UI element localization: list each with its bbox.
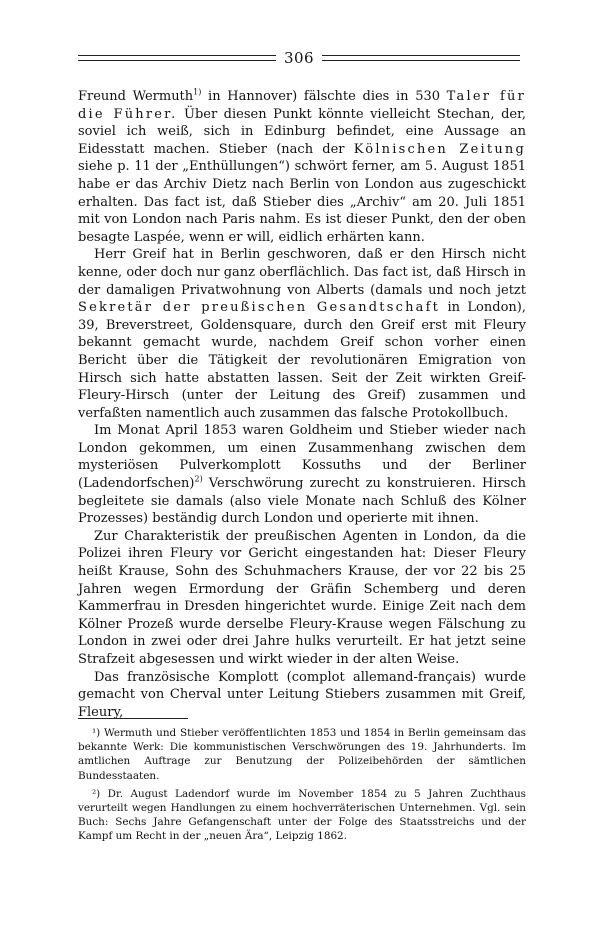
paragraph bbox=[78, 246, 526, 422]
footnote-marker: 1) bbox=[193, 87, 202, 97]
text-segment: Zur Charakteristik der preußischen Agenten in London, da die Polizei ihren Fleury vor Gericht eingestanden hat: Dieser Fleury heißt Krause, Sohn des Schuhmachers Krause, der vor 22 bis 25 Jahren wegen Ermordung der Gräfin Schemberg und deren Kammerfrau in Dresden hingerichtet wurde. Einige Zeit nach dem Kölner Prozeß wurde derselbe Fleury-Krause wegen Fälschung zu London in zwei oder drei Jahre hulks verurteilt. Er hat jetzt seine Strafzeit abgesessen und wirkt wieder in der alten Weise. bbox=[78, 528, 526, 667]
text-segment: Verschwörung zurecht zu konstruieren. Hirsch begleitete sie damals (also viele Monate nach Schluß des Kölner Prozesses) beständig durch London und operierte mit ihnen. bbox=[78, 476, 526, 527]
footnote-2: ²) Dr. August Ladendorf wurde im November 1854 zu 5 Jahren Zuchthaus verurteilt wegen Handlungen zu einem hochverräterischen Unternehmen. Vgl. sein Buch: Sechs Jahre Gefangenschaft unter der Folge des Staatsstreichs und der Kampf um Recht in der „neuen Ära“, Leipzig 1862. bbox=[78, 787, 526, 843]
spaced-text: Kölnischen Zeitung bbox=[353, 141, 526, 157]
footnote-rule bbox=[78, 718, 188, 719]
footnote-marker: 2) bbox=[194, 474, 203, 484]
paragraph bbox=[78, 422, 526, 528]
text-segment: Das französische Komplott (complot allemand-français) wurde gemacht von Cherval unter Leitung Stiebers zusammen mit Greif, Fleury, bbox=[78, 669, 526, 720]
spaced-text: Sekretär der preußischen Gesandtschaft bbox=[78, 300, 441, 316]
header-rule-right bbox=[322, 55, 520, 61]
paragraph bbox=[78, 528, 526, 669]
text-segment: in London), 39, Breverstreet, Goldensquare, durch den Greif erst mit Fleury bekannt gemacht wurde, nachdem Greif schon vorher einen Bericht über die Tätigkeit der revolutionären Emigration von Hirsch sich hatte abstatten lassen. Seit der Zeit wirkten Greif-Fleury-Hirsch (unter der Leitung des Greif) zusammen und verfaßten namentlich auch zusammen das falsche Protokollbuch. bbox=[78, 300, 526, 421]
text-segment: Über diesen Punkt könnte vielleicht Stechan, der, soviel ich weiß, sich in Edinburg befindet, eine Aussage an Eidesstatt machen. Stieber (nach der bbox=[78, 106, 526, 157]
paragraph bbox=[78, 88, 526, 246]
text-segment: Im Monat April 1853 waren Goldheim und Stieber wieder nach London gekommen, um einen Zusammenhang zwischen dem mysteriösen Pulverkomplott Kossuths und der Berliner (Ladendorfschen) bbox=[78, 423, 526, 492]
text-segment: Herr Greif hat in Berlin geschworen, daß er den Hirsch nicht kenne, oder doch nur ganz oberflächlich. Das fact ist, daß Hirsch in der damaligen Privatwohnung von Alberts (damals und noch jetzt bbox=[78, 247, 526, 298]
text-segment: Freund Wermuth bbox=[78, 89, 194, 104]
spaced-text: Taler für die Führer. bbox=[78, 89, 527, 122]
paragraph bbox=[78, 669, 526, 722]
text-segment: in Hannover) fälschte dies in 530 bbox=[201, 89, 447, 104]
header-rule-left bbox=[78, 55, 276, 61]
footnote-1: ¹) Wermuth und Stieber veröffentlichten 1853 und 1854 in Berlin gemeinsam das bekannte Werk: Die kommunistischen Verschwörungen des 19. Jahrhunderts. Im amtlichen Auftrage zur Benutzung der Polizeibehörden der sämtlichen Bundesstaaten. bbox=[78, 727, 526, 782]
page-number: 306 bbox=[283, 49, 315, 67]
page-header bbox=[78, 48, 520, 68]
text-segment: siehe p. 11 der „Enthüllungen“) schwört ferner, am 5. August 1851 habe er das Archiv Dietz nach Berlin von London aus zugeschickt erhalten. Das fact ist, daß Stieber dies „Archiv“ am 20. Juli 1851 mit von London nach Paris nahm. Es ist dieser Punkt, den der oben besagte Laspée, wenn er will, eidlich erhärten kann. bbox=[78, 159, 526, 245]
main-text bbox=[78, 88, 526, 721]
footnotes bbox=[78, 726, 526, 848]
